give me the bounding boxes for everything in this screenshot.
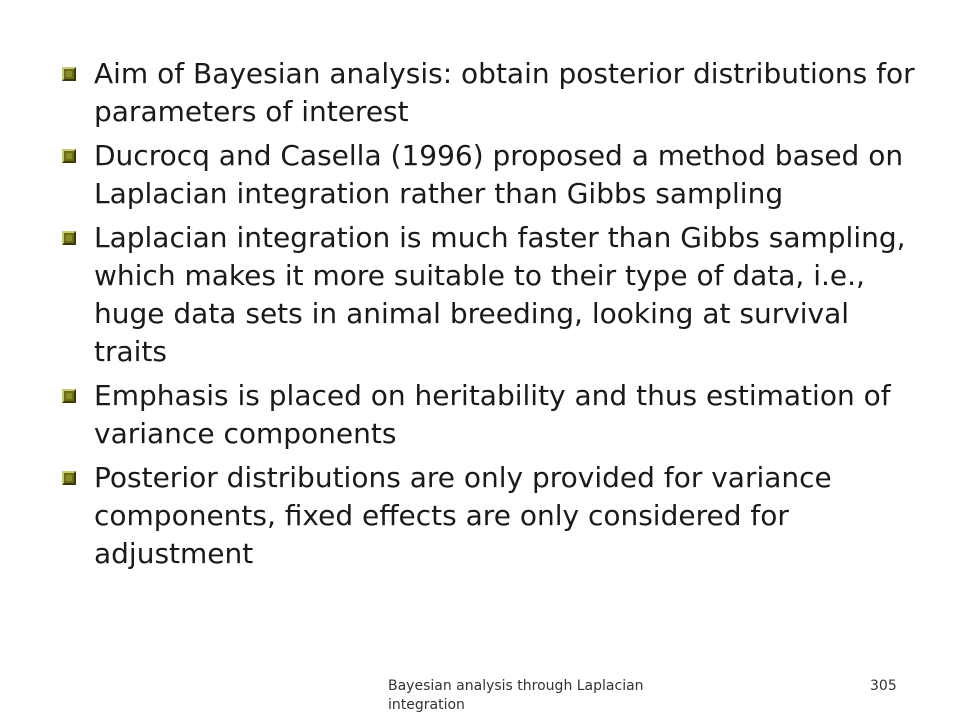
bullet-text: Posterior distributions are only provided for variance components, fixed effects are only considered for adjustment [94, 461, 832, 570]
bullet-item [62, 137, 922, 213]
page-number: 305 [870, 678, 897, 694]
bullet-item [62, 219, 922, 371]
bullet-text: Emphasis is placed on heritability and thus estimation of variance components [94, 379, 891, 450]
bullet-item [62, 55, 922, 131]
square-bullet-icon [62, 389, 76, 403]
footer-title: Bayesian analysis through Laplacian integration [388, 678, 644, 713]
square-bullet-icon [62, 149, 76, 163]
bullet-item [62, 377, 922, 453]
square-bullet-icon [62, 231, 76, 245]
bullet-text: Aim of Bayesian analysis: obtain posterior distributions for parameters of interest [94, 57, 915, 128]
bullet-item [62, 459, 922, 573]
square-bullet-icon [62, 471, 76, 485]
bullet-list [62, 55, 922, 579]
bullet-text: Ducrocq and Casella (1996) proposed a method based on Laplacian integration rather than Gibbs sampling [94, 139, 904, 210]
bullet-text: Laplacian integration is much faster than Gibbs sampling, which makes it more suitable to their type of data, i.e., huge data sets in animal breeding, looking at survival traits [94, 221, 906, 368]
square-bullet-icon [62, 67, 76, 81]
